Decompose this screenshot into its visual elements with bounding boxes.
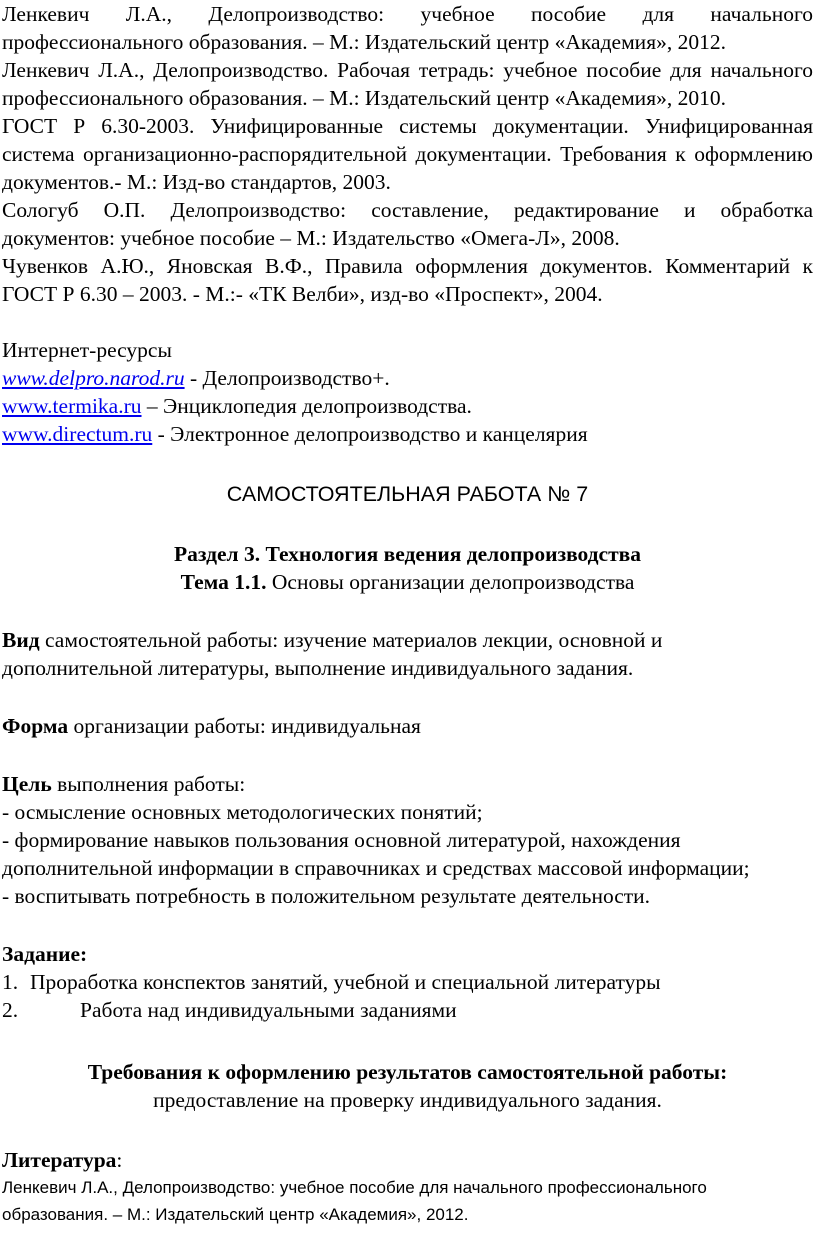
spacer [2,682,813,712]
work-kind [2,626,813,682]
topic-line [2,568,813,596]
work-title: САМОСТОЯТЕЛЬНАЯ РАБОТА № 7 [226,482,589,506]
work-goal-heading [2,770,813,798]
topic-label: Тема 1.1. [180,570,267,594]
reference-list [2,0,813,308]
reference-item: Ленкевич Л.А., Делопроизводство. Рабочая тетрадь: учебное пособие для начального профессионального образования. – М.: Издательский центр «Академия», 2010. [2,58,813,110]
task-number: 1. [2,970,19,994]
resource-link-termika[interactable]: www.termika.ru [2,394,142,418]
reference-item: Ленкевич Л.А., Делопроизводство: учебное пособие для начального профессионального образования. – М.: Издательский центр «Академия», 2012. [2,2,813,54]
spacer [2,910,813,940]
spacer [2,308,813,336]
topic-text: Основы организации делопроизводства [266,570,635,594]
work-form-text: организации работы: индивидуальная [68,714,421,738]
resource-description: - Электронное делопроизводство и канцелярия [152,422,588,446]
requirements-title: Требования к оформлению результатов самостоятельной работы: [87,1060,728,1084]
internet-resources-heading: Интернет-ресурсы [2,338,172,362]
reference-item: ГОСТ Р 6.30-2003. Унифицированные системы документации. Унифицированная система организационно-распорядительной документации. Требования к оформлению документов.- М.: Изд-во стандартов, 2003. [2,114,813,194]
reference-item: Чувенков А.Ю., Яновская В.Ф., Правила оформления документов. Комментарий к ГОСТ Р 6.30 – 2003. - М.:- «ТК Велби», изд-во «Проспект», 2004. [2,254,813,306]
task-text: Работа над индивидуальными заданиями [80,998,457,1022]
spacer [2,1114,813,1146]
requirements-text: предоставление на проверку индивидуального задания. [153,1088,662,1112]
resource-description: – Энциклопедия делопроизводства. [141,394,472,418]
literature-heading [2,1146,813,1174]
work-goal-label: Цель [2,772,52,796]
resource-link-delpro[interactable]: www.delpro.narod.ru [2,366,185,390]
task-number: 2. [2,998,19,1022]
task-item [2,968,813,996]
spacer [2,1024,813,1058]
spacer [2,448,813,480]
task-heading: Задание: [2,942,88,966]
section-title: Раздел 3. Технология ведения делопроизводства [173,542,642,566]
literature-label: Литература [2,1148,117,1172]
resource-link-directum[interactable]: www.directum.ru [2,422,153,446]
goal-item: - формирование навыков пользования основной литературой, нахождения дополнительной информации в справочниках и средствах массовой информации; [2,828,750,880]
task-block [2,940,813,1024]
spacer [2,508,813,540]
spacer [2,740,813,770]
work-form [2,712,813,740]
resource-description: - Делопроизводство+. [184,366,390,390]
internet-resources [2,336,813,448]
goal-item: - осмысление основных методологических понятий; [2,800,483,824]
task-item [2,996,813,1024]
work-kind-label: Вид [2,628,40,652]
task-text: Проработка конспектов занятий, учебной и специальной литературы [30,970,661,994]
literature-block [2,1146,813,1228]
resource-line [2,364,813,392]
work-kind-text: самостоятельной работы: изучение материалов лекции, основной и дополнительной литературы, выполнение индивидуального задания. [2,628,663,680]
resource-line [2,420,813,448]
literature-colon: : [116,1148,123,1172]
resource-line [2,392,813,420]
work-form-label: Форма [2,714,69,738]
literature-entry: Ленкевич Л.А., Делопроизводство: учебное пособие для начального профессионального образования. – М.: Издательский центр «Академия», 2012. [2,1178,707,1224]
reference-item: Сологуб О.П. Делопроизводство: составление, редактирование и обработка документов: учебное пособие – М.: Издательство «Омега-Л», 2008. [2,198,813,250]
spacer [2,596,813,626]
goal-item: - воспитывать потребность в положительном результате деятельности. [2,884,651,908]
work-goal-text: выполнения работы: [51,772,246,796]
work-goal [2,770,813,910]
